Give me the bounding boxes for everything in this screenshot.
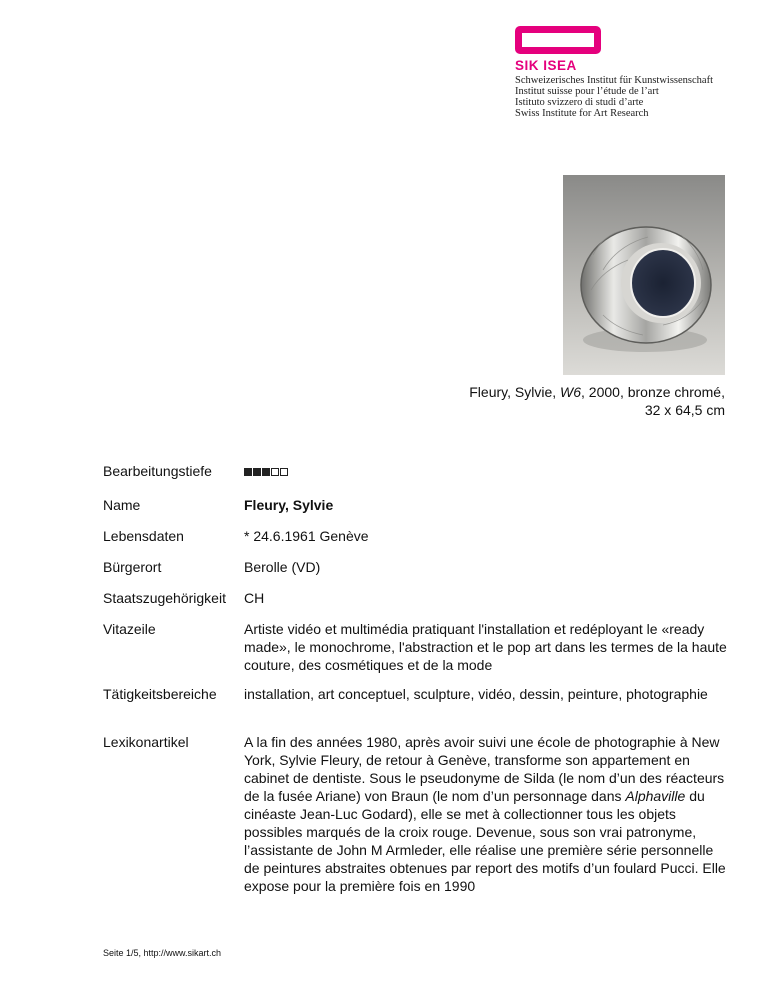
institute-name-fr: Institut suisse pour l’étude de l’art xyxy=(515,86,659,97)
vitazeile-value: Artiste vidéo et multimédia pratiquant l'installation et redéployant le «ready made», le monochrome, l'abstraction et le pop art dans les termes de la haute couture, des cosmétiques et de la mode xyxy=(244,621,727,673)
lexikon-label: Lexikonartikel xyxy=(103,734,189,750)
artwork-caption xyxy=(465,383,725,419)
staat-label: Staatszugehörigkeit xyxy=(103,590,226,606)
lexikon-text-part2: du cinéaste Jean-Luc Godard), elle se met à collectionner tous les objets possibles marqués de la croix rouge. Devenue, sous son vrai patronyme, l’assistante de John M Armleder, elle réalise une première série personnelle de peintures abstraites obtenues par report des motifs d’un foulard Pucci. Elle expose pour la première fois en 1990 xyxy=(244,788,726,894)
depth-square-empty xyxy=(280,468,288,476)
depth-square-filled xyxy=(262,468,270,476)
depth-square-empty xyxy=(271,468,279,476)
buergerort-label: Bürgerort xyxy=(103,559,162,575)
caption-suffix: , 2000, bronze chromé, 32 x 64,5 cm xyxy=(581,384,725,418)
buergerort-value: Berolle (VD) xyxy=(244,559,321,575)
depth-square-filled xyxy=(253,468,261,476)
name-value: Fleury, Sylvie xyxy=(244,497,334,513)
taetigkeit-label: Tätigkeitsbereiche xyxy=(103,686,217,702)
depth-square-filled xyxy=(244,468,252,476)
institute-name-it: Istituto svizzero di studi d’arte xyxy=(515,97,644,108)
lebensdaten-value: * 24.6.1961 Genève xyxy=(244,528,369,544)
staat-value: CH xyxy=(244,590,265,606)
caption-prefix: Fleury, Sylvie, xyxy=(469,384,561,400)
sik-isea-logo xyxy=(515,26,735,119)
logo-frame-icon xyxy=(515,26,601,54)
institute-name-en: Swiss Institute for Art Research xyxy=(515,108,649,119)
depth-label: Bearbeitungstiefe xyxy=(103,463,212,479)
logo-name: SIK ISEA xyxy=(515,58,577,73)
lexikon-text-part1: A la fin des années 1980, après avoir suivi une école de photographie à New York, Sylvie Fleury, de retour à Genève, transforme son appartement en cabinet de dentiste. Sous le pseudonyme de Silda (le nom d’un des réacteurs de la fusée Ariane) von Braun (le nom d’un personnage dans xyxy=(244,734,725,804)
institute-name-de: Schweizerisches Institut für Kunstwissenschaft xyxy=(515,75,713,86)
depth-value xyxy=(244,462,729,480)
depth-rating xyxy=(244,468,288,476)
institute-names xyxy=(515,75,735,119)
page-footer: Seite 1/5, http://www.sikart.ch xyxy=(103,948,222,958)
chrome-tire-sculpture xyxy=(563,175,725,375)
artwork-image xyxy=(563,175,725,375)
vitazeile-label: Vitazeile xyxy=(103,621,156,637)
caption-work-title: W6 xyxy=(560,384,582,400)
name-label: Name xyxy=(103,497,141,513)
lexikon-film-title: Alphaville xyxy=(625,788,686,804)
taetigkeit-value: installation, art conceptuel, sculpture, vidéo, dessin, peinture, photographie xyxy=(244,686,708,702)
lexikon-text xyxy=(244,733,729,895)
lebensdaten-label: Lebensdaten xyxy=(103,528,184,544)
